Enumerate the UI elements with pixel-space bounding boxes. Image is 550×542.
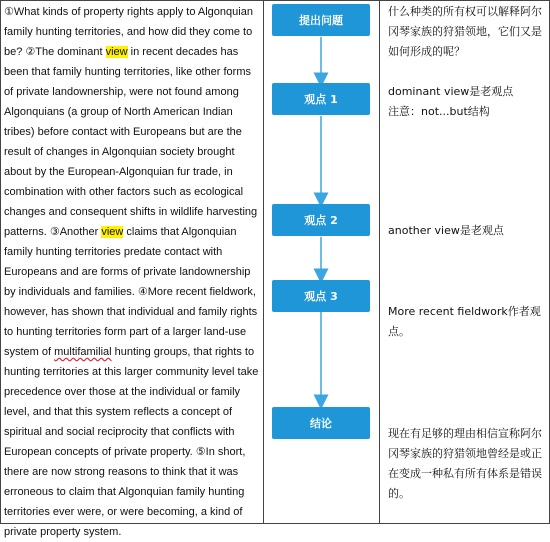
note-view-1-line-1: dominant view是老观点 <box>388 85 514 98</box>
highlighted-view-2: view <box>101 226 124 238</box>
note-view-1 <box>388 82 546 122</box>
flow-step-view-1: 观点 1 <box>272 83 370 115</box>
passage-part-2: in recent decades has been that family hunting territories, like other forms of private landownership, were not found among Algonquians (a group of North American Indian tribes) before contact with Europeans but are the result of changes in Algonquian society brought about by the European-Algonquian fur trade, in combination with other factors such as ecological changes and consequent shifts in wildlife harvesting patterns. ③Another <box>4 46 258 238</box>
note-view-3: More recent fieldwork作者观点。 <box>388 305 541 338</box>
flow-step-conclusion: 结论 <box>272 407 370 439</box>
note-question: 什么种类的所有权可以解释阿尔冈琴家族的狩猎领地，它们又是如何形成的呢？ <box>388 5 542 58</box>
note-view-2: another view是老观点 <box>388 224 504 237</box>
passage-part-1: ①What kinds of property rights apply to Algonquian family hunting territories, and how did they come to be? ②The dominant <box>4 6 253 58</box>
note-view-1-line-2: 注意：not...but结构 <box>388 105 490 118</box>
flow-step-question: 提出问题 <box>272 4 370 36</box>
spellcheck-word: multifamilial <box>54 346 112 358</box>
flow-step-view-3: 观点 3 <box>272 280 370 312</box>
passage-part-3: claims that Algonquian family hunting territories predate contact with Europeans and are forms of private landownership by individuals and families. ④More recent fieldwork, however, has shown that individual and family rights to hunting territories form part of a larger land-use system of <box>4 226 258 358</box>
highlighted-view-1: view <box>105 46 128 58</box>
passage-part-4: hunting groups, that rights to hunting territories at this larger community level take precedence over those at the individual or family level, and that this system reflects a concept of spiritual and social reciprocity that conflicts with European concepts of private property. ⑤In short, there are now strong reasons to think that it was erroneous to claim that Algonquian family hunting territories ever were, or were becoming, a kind of private property system. <box>4 346 259 538</box>
note-conclusion: 现在有足够的理由相信宣称阿尔冈琴家族的狩猎领地曾经是或正在变成一种私有所有体系是错误的。 <box>388 427 542 500</box>
flow-step-view-2: 观点 2 <box>272 204 370 236</box>
